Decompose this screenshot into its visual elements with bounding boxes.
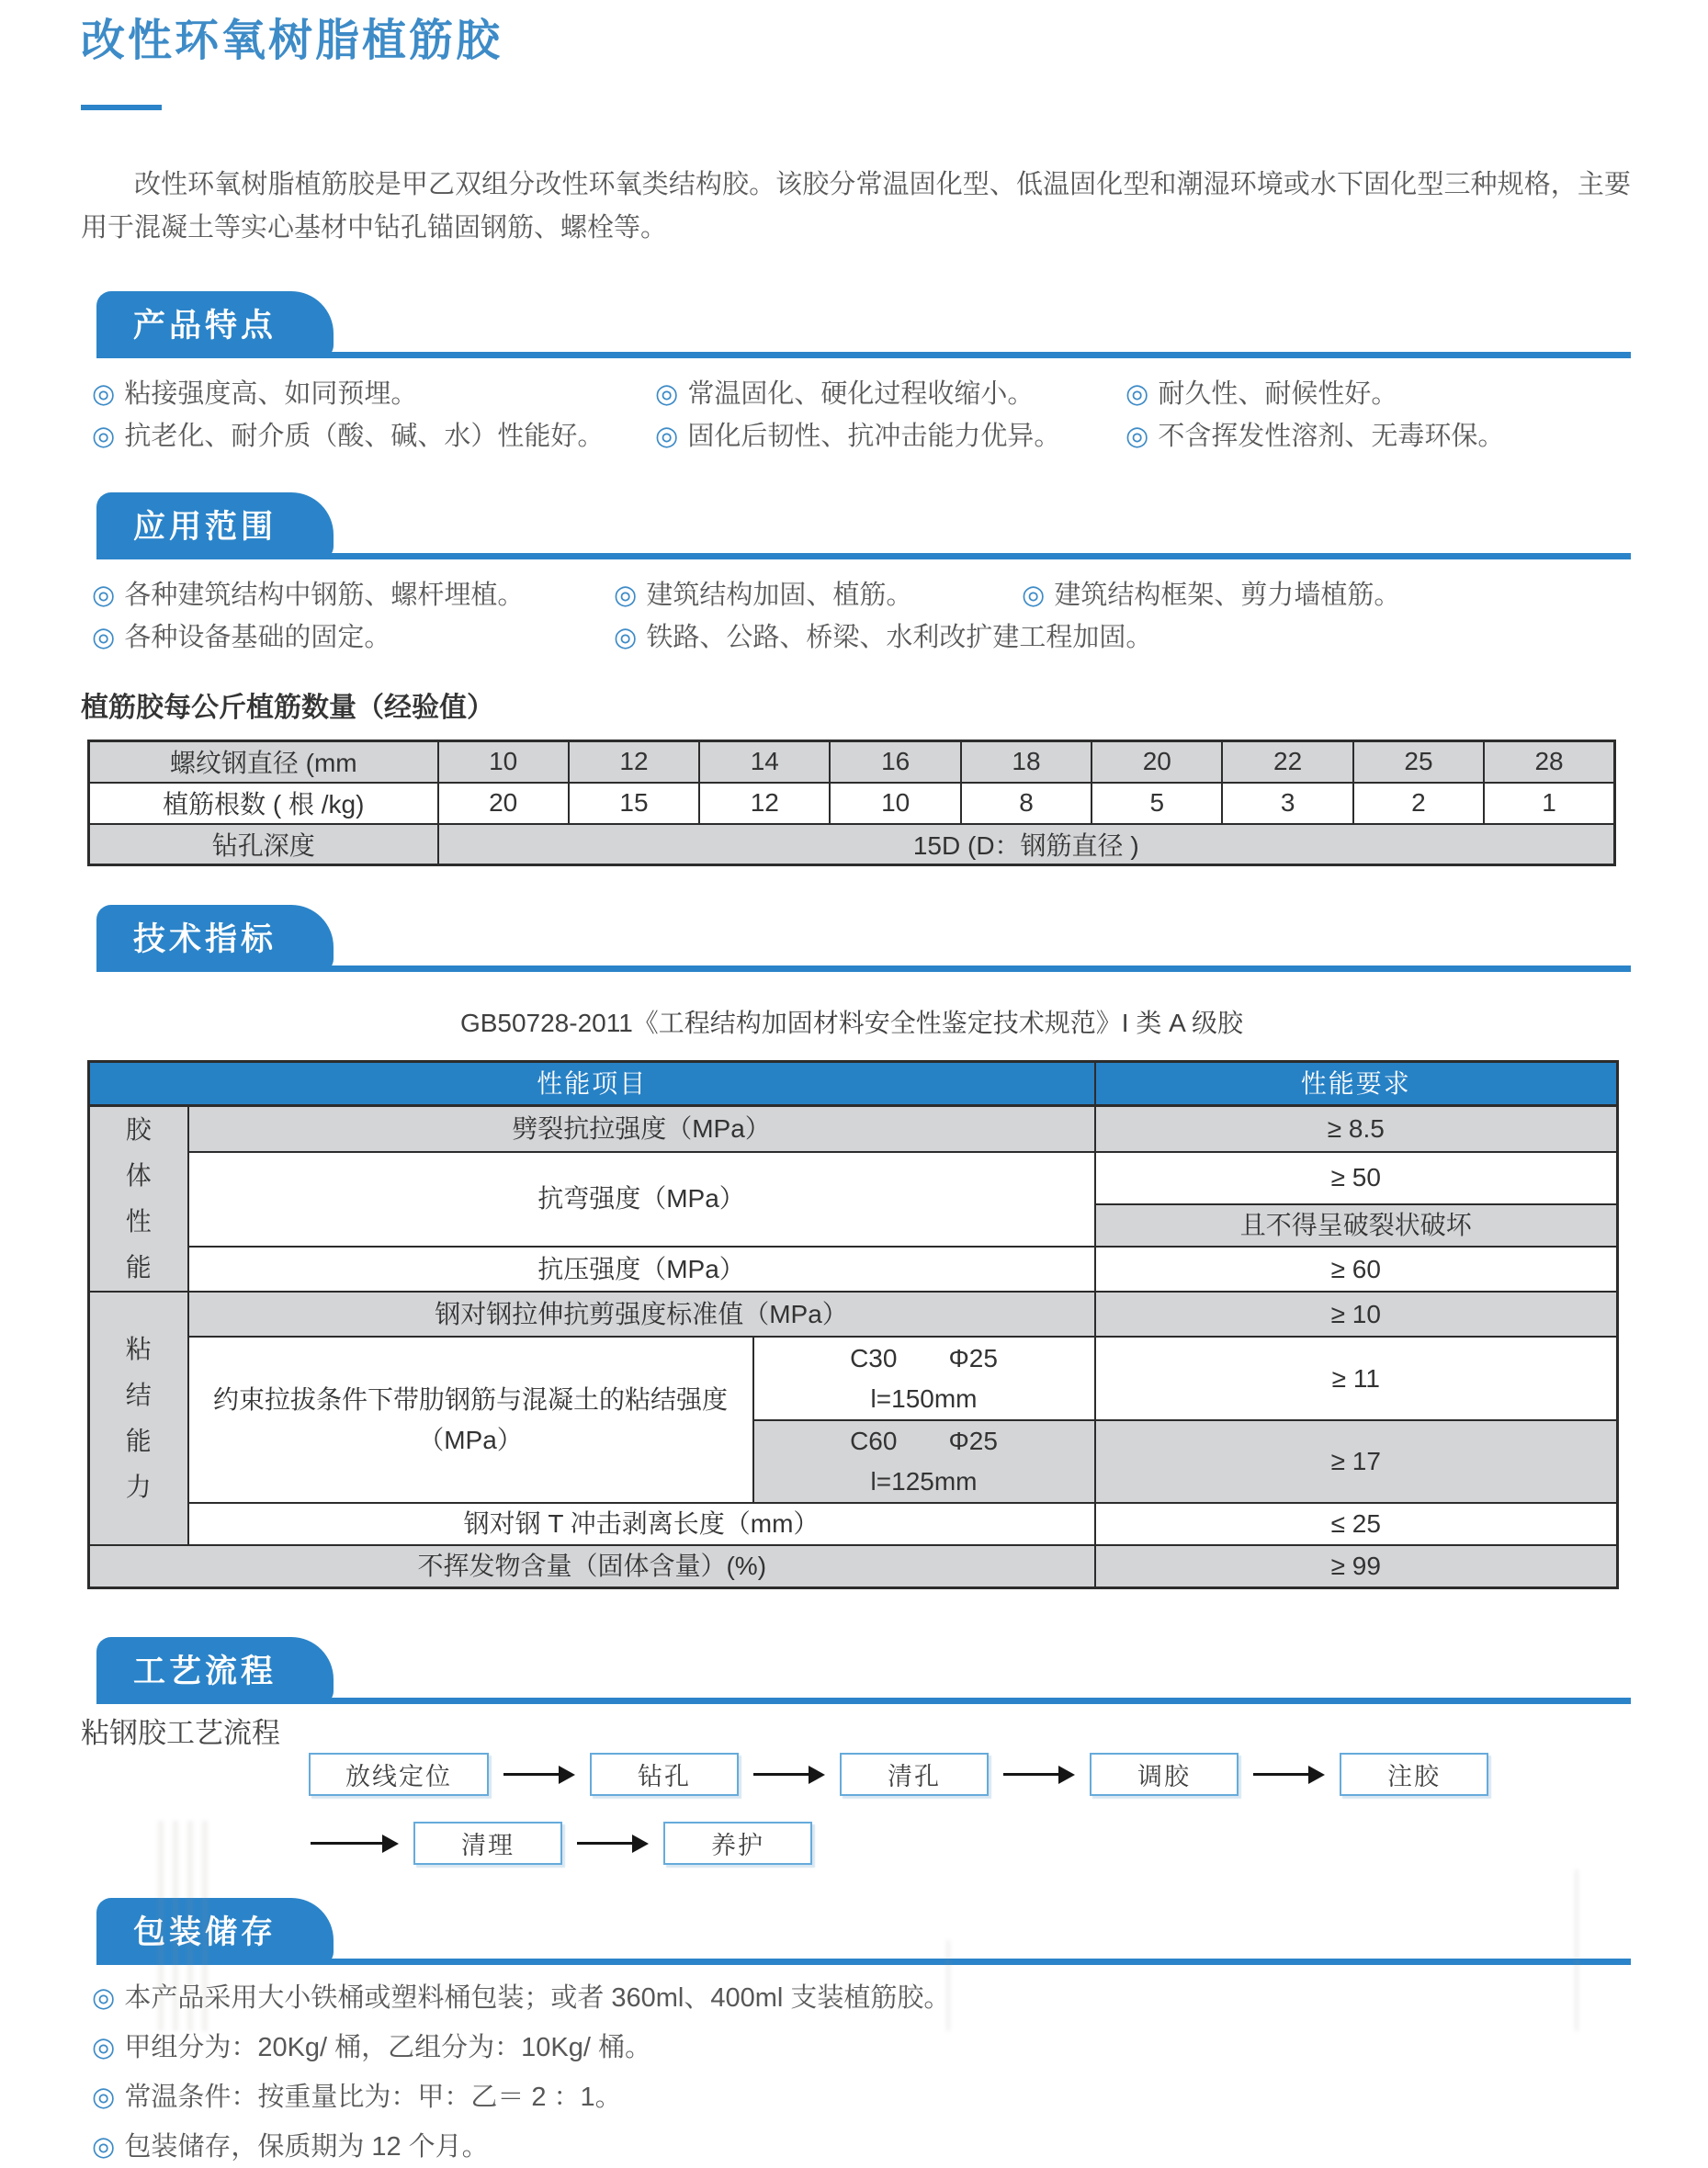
value-cell: 5 xyxy=(1092,783,1222,824)
bullet-icon: ◎ xyxy=(92,1983,116,2013)
bullet-icon: ◎ xyxy=(1125,379,1149,409)
storage-item xyxy=(92,2077,1631,2118)
header-cell: 性能项目 xyxy=(89,1062,1095,1106)
application-item xyxy=(92,574,614,616)
requirement-cell: ≥ 10 xyxy=(1095,1292,1618,1337)
feature-text: 常温固化、硬化过程收缩小。 xyxy=(687,379,1035,409)
table-row xyxy=(89,1106,1618,1152)
flow-step xyxy=(590,1753,739,1796)
bullet-icon: ◎ xyxy=(1125,422,1149,451)
tech-caption: GB50728-2011《工程结构加固材料安全性鉴定技术规范》I 类 A 级胶 xyxy=(459,1009,1244,1037)
group-cell: 胶体性能 xyxy=(89,1106,188,1293)
table-row xyxy=(89,1247,1618,1292)
application-item xyxy=(1022,574,1631,616)
rebar-table xyxy=(87,740,1616,866)
flow-step-label: 清理 xyxy=(461,1832,515,1859)
bullet-icon: ◎ xyxy=(1022,581,1046,610)
condition-cell xyxy=(753,1337,1095,1420)
storage-list xyxy=(92,1978,1631,2168)
application-text: 建筑结构加固、植筋。 xyxy=(646,581,913,610)
flow-arrow-icon xyxy=(1253,1766,1325,1784)
flow-arrow-icon xyxy=(577,1835,649,1853)
table-row xyxy=(89,824,1615,865)
requirement-cell: ≥ 50 xyxy=(1095,1152,1618,1205)
storage-item xyxy=(92,2127,1631,2168)
value-cell: 28 xyxy=(1484,741,1614,783)
label-cell: 不挥发物含量（固体含量）(%) xyxy=(89,1545,1095,1588)
bullet-icon: ◎ xyxy=(92,422,116,451)
flow-step-label: 养护 xyxy=(711,1832,764,1859)
feature-text: 抗老化、耐介质（酸、碱、水）性能好。 xyxy=(124,422,605,451)
condition-line: l=125mm xyxy=(870,1467,978,1496)
feature-text: 固化后韧性、抗冲击能力优异。 xyxy=(687,422,1061,451)
group-cell: 粘结能力 xyxy=(89,1292,188,1545)
section-header-features xyxy=(96,291,1631,358)
requirement-cell: ≥ 8.5 xyxy=(1095,1106,1618,1152)
value-cell: 10 xyxy=(830,783,960,824)
section-title-tech: 技术指标 xyxy=(133,920,277,957)
section-header-applications xyxy=(96,492,1631,559)
feature-item xyxy=(655,415,1125,457)
value-cell: 18 xyxy=(961,741,1092,783)
value-cell: 22 xyxy=(1222,741,1352,783)
label-cell: 钢对钢 T 冲击剥离长度（mm） xyxy=(188,1503,1095,1545)
feature-text: 粘接强度高、如同预埋。 xyxy=(124,379,418,409)
value-cell: 12 xyxy=(569,741,699,783)
requirement-cell: ≥ 99 xyxy=(1095,1545,1618,1588)
requirement-cell: ≥ 17 xyxy=(1095,1420,1618,1503)
section-header-tech xyxy=(96,905,1631,972)
flow-step xyxy=(309,1753,489,1796)
intro-paragraph: 改性环氧树脂植筋胶是甲乙双组分改性环氧类结构胶。该胶分常温固化型、低温固化型和潮湿环境或水下固化型三种规格，主要用于混凝土等实心基材中钻孔锚固钢筋、螺栓等。 xyxy=(81,170,1631,243)
value-cell: 1 xyxy=(1484,783,1614,824)
applications-row xyxy=(92,574,1631,616)
application-text: 建筑结构框架、剪力墙植筋。 xyxy=(1054,581,1401,610)
application-item xyxy=(614,574,1022,616)
section-badge xyxy=(96,1637,334,1704)
feature-text: 耐久性、耐候性好。 xyxy=(1158,379,1398,409)
section-badge xyxy=(96,291,334,358)
section-title-applications: 应用范围 xyxy=(133,508,277,545)
application-item xyxy=(92,616,614,659)
flow-arrow-icon xyxy=(1003,1766,1075,1784)
application-item xyxy=(614,616,1153,659)
header-cell: 钻孔深度 xyxy=(89,824,438,865)
flow-subtitle: 粘钢胶工艺流程 xyxy=(81,1717,280,1749)
table-header-row xyxy=(89,1062,1618,1106)
header-cell: 植筋根数 ( 根 /kg) xyxy=(89,783,438,824)
table-row xyxy=(89,1152,1618,1205)
flow-step-label: 调胶 xyxy=(1137,1763,1191,1790)
flow-arrow-icon xyxy=(753,1766,825,1784)
storage-text: 本产品采用大小铁桶或塑料桶包装；或者 360ml、400ml 支装植筋胶。 xyxy=(124,1983,951,2013)
requirement-cell: ≥ 11 xyxy=(1095,1337,1618,1420)
flow-row xyxy=(311,1822,1631,1865)
flow-step xyxy=(663,1822,812,1865)
rebar-caption: 植筋胶每公斤植筋数量（经验值） xyxy=(81,693,494,723)
value-cell: 12 xyxy=(699,783,830,824)
value-cell: 16 xyxy=(830,741,960,783)
storage-text: 甲组分为：20Kg/ 桶，乙组分为：10Kg/ 桶。 xyxy=(124,2033,651,2062)
section-header-flow xyxy=(96,1637,1631,1704)
feature-item xyxy=(1125,415,1631,457)
table-row xyxy=(89,1503,1618,1545)
flow-step xyxy=(1090,1753,1239,1796)
feature-item xyxy=(92,415,655,457)
application-text: 各种设备基础的固定。 xyxy=(124,623,391,652)
storage-text: 常温条件：按重量比为：甲：乙＝ 2 ：1。 xyxy=(124,2083,622,2112)
flow-arrow-icon xyxy=(311,1835,399,1853)
storage-item xyxy=(92,2027,1631,2069)
section-badge xyxy=(96,905,334,972)
value-cell: 25 xyxy=(1353,741,1484,783)
storage-text: 包装储存，保质期为 12 个月。 xyxy=(124,2132,489,2162)
header-cell: 螺纹钢直径 (mm xyxy=(89,741,438,783)
condition-line: C30 Φ25 xyxy=(850,1343,998,1372)
value-cell: 3 xyxy=(1222,783,1352,824)
application-text: 各种建筑结构中钢筋、螺杆埋植。 xyxy=(124,581,525,610)
bullet-icon: ◎ xyxy=(92,623,116,652)
table-row xyxy=(89,783,1615,824)
requirement-cell: 且不得呈破裂状破坏 xyxy=(1095,1204,1618,1247)
bullet-icon: ◎ xyxy=(614,581,638,610)
condition-line: l=150mm xyxy=(870,1383,978,1413)
value-cell: 10 xyxy=(438,741,569,783)
feature-text: 不含挥发性溶剂、无毒环保。 xyxy=(1158,422,1505,451)
value-cell: 20 xyxy=(438,783,569,824)
features-row xyxy=(92,373,1631,415)
table-row xyxy=(89,1292,1618,1337)
section-title-storage: 包装储存 xyxy=(133,1914,277,1950)
value-cell: 2 xyxy=(1353,783,1484,824)
flow-row xyxy=(309,1753,1631,1796)
value-cell: 20 xyxy=(1092,741,1222,783)
flow-step xyxy=(1340,1753,1488,1796)
application-text: 铁路、公路、桥梁、水利改扩建工程加固。 xyxy=(646,623,1153,652)
label-cell: 抗压强度（MPa） xyxy=(188,1247,1095,1292)
section-title-features: 产品特点 xyxy=(133,307,277,344)
bullet-icon: ◎ xyxy=(614,623,638,652)
label-cell: 钢对钢拉伸抗剪强度标准值（MPa） xyxy=(188,1292,1095,1337)
section-badge xyxy=(96,492,334,559)
value-cell: 8 xyxy=(961,783,1092,824)
bullet-icon: ◎ xyxy=(92,581,116,610)
table-row xyxy=(89,1545,1618,1588)
applications-list xyxy=(92,574,1631,659)
label-cell: 约束拉拔条件下带肋钢筋与混凝土的粘结强度（MPa） xyxy=(188,1337,753,1503)
section-header-storage xyxy=(96,1898,1631,1965)
bullet-icon: ◎ xyxy=(655,422,679,451)
value-cell: 15 xyxy=(569,783,699,824)
feature-item xyxy=(92,373,655,415)
flow-step-label: 清孔 xyxy=(888,1763,941,1790)
requirement-cell: ≥ 60 xyxy=(1095,1247,1618,1292)
flow-step-label: 钻孔 xyxy=(638,1763,691,1790)
flow-step xyxy=(840,1753,989,1796)
storage-item xyxy=(92,1978,1631,2019)
condition-cell xyxy=(753,1420,1095,1503)
bullet-icon: ◎ xyxy=(655,379,679,409)
tech-table xyxy=(87,1060,1619,1589)
section-badge xyxy=(96,1898,334,1965)
section-title-flow: 工艺流程 xyxy=(133,1653,277,1689)
flow-step-label: 注胶 xyxy=(1387,1763,1441,1790)
label-cell: 抗弯强度（MPa） xyxy=(188,1152,1095,1248)
features-list xyxy=(92,373,1631,457)
condition-line: C60 Φ25 xyxy=(850,1427,998,1455)
feature-item xyxy=(655,373,1125,415)
label-cell: 劈裂抗拉强度（MPa） xyxy=(188,1106,1095,1152)
features-row xyxy=(92,415,1631,457)
bullet-icon: ◎ xyxy=(92,2083,116,2112)
requirement-cell: ≤ 25 xyxy=(1095,1503,1618,1545)
table-row xyxy=(89,1337,1618,1420)
page-title: 改性环氧树脂植筋胶 xyxy=(81,17,503,65)
header-cell: 性能要求 xyxy=(1095,1062,1618,1106)
flow-step-label: 放线定位 xyxy=(345,1763,452,1790)
value-cell: 14 xyxy=(699,741,830,783)
bullet-icon: ◎ xyxy=(92,2033,116,2062)
flow-step xyxy=(413,1822,562,1865)
bullet-icon: ◎ xyxy=(92,379,116,409)
feature-item xyxy=(1125,373,1631,415)
flow-arrow-icon xyxy=(503,1766,575,1784)
applications-row xyxy=(92,616,1631,659)
bullet-icon: ◎ xyxy=(92,2132,116,2162)
value-cell: 15D (D：钢筋直径 ) xyxy=(438,824,1615,865)
table-row xyxy=(89,741,1615,783)
title-underline xyxy=(81,105,162,110)
